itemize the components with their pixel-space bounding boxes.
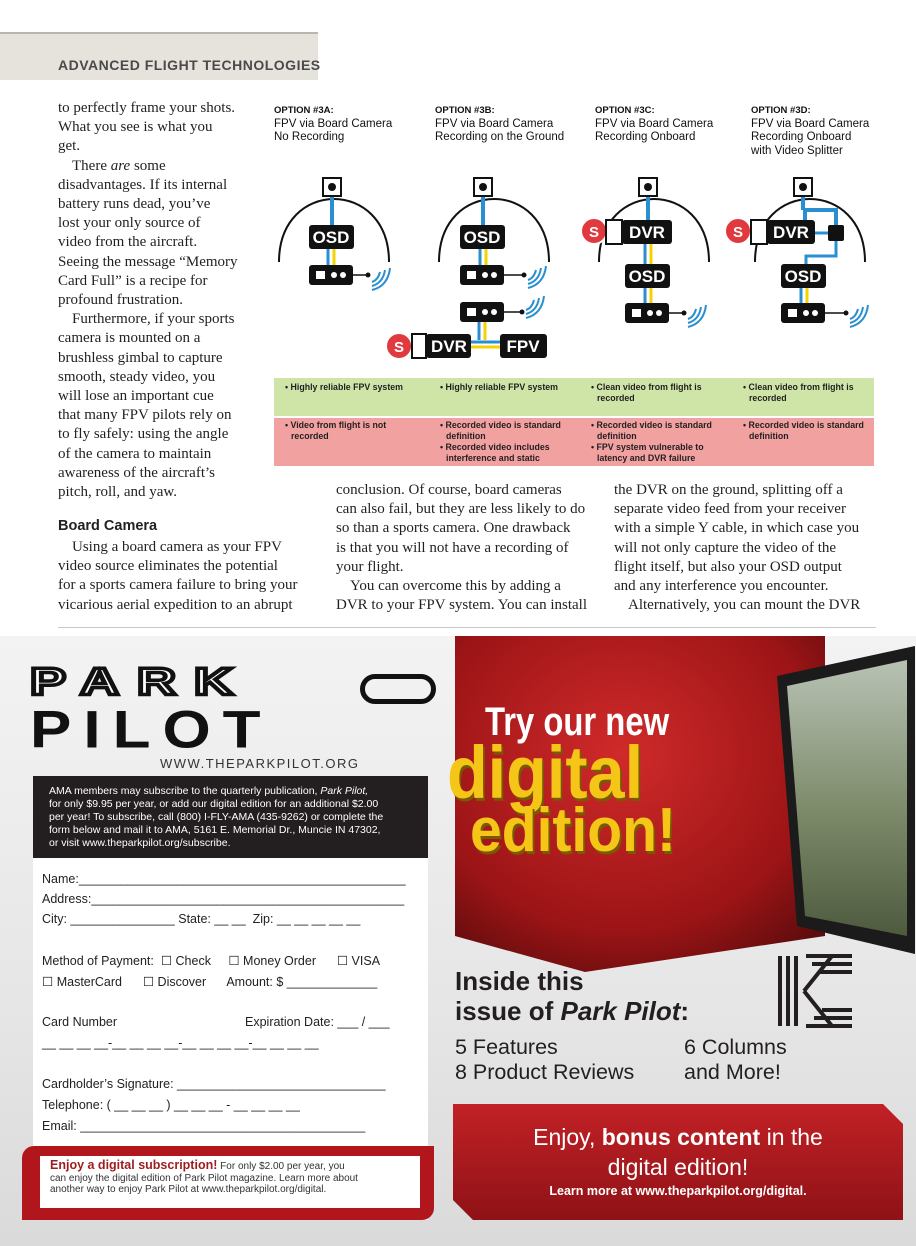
digital-line: can enjoy the digital edition of Park Pilot magazine. Learn more about <box>50 1172 358 1184</box>
park-pilot-url: WWW.THEPARKPILOT.ORG <box>160 756 360 771</box>
cons-cell <box>743 420 873 442</box>
signature-field[interactable]: Cardholder’s Signature: ______________________________ <box>42 1077 386 1091</box>
text-line: pitch, roll, and yaw. <box>58 484 177 501</box>
inside-list-right <box>684 1035 787 1085</box>
article-column-1-bottom <box>58 538 318 615</box>
and-more: and More! <box>684 1060 781 1084</box>
text-line: to fly safely: using the angle <box>58 426 229 443</box>
cons-cell <box>285 420 430 442</box>
text-line: the DVR on the ground, splitting off a <box>614 482 843 498</box>
cell-line: • Recorded video is standard <box>591 420 712 430</box>
option-line: Recording on the Ground <box>435 131 565 143</box>
email-field[interactable]: Email: _________________________________________ <box>42 1119 366 1133</box>
digital-subscription-box <box>40 1156 420 1208</box>
cell-line: • Video from flight is not <box>285 420 387 430</box>
check-checkbox[interactable]: ☐ <box>160 954 173 968</box>
option-line: FPV via Board Camera <box>274 117 393 130</box>
bonus-content-text <box>453 1122 903 1200</box>
subhead-board-camera: Board Camera <box>58 518 158 534</box>
article-column-1 <box>58 99 258 502</box>
cell-line: • Clean video from flight is <box>591 382 702 392</box>
article-column-3 <box>614 481 876 615</box>
text-line: There are some <box>72 157 166 174</box>
text-line: video from the aircraft. <box>58 234 198 251</box>
logo-pilot: PILOT <box>30 700 273 760</box>
payment-method-row: Method of Payment: ☐ Check ☐ Money Order ☐ VISA <box>42 954 381 968</box>
text-line: What you see is what you <box>58 119 213 136</box>
ad-edition-headline: edition! <box>470 796 676 865</box>
text-line: Card Full” is a recipe for <box>58 272 208 289</box>
cell-line: definition <box>446 431 486 441</box>
cell-line: • Highly reliable FPV system <box>285 382 403 392</box>
text-line: Using a board camera as your FPV <box>72 539 282 555</box>
dvr-tag: DVR <box>629 223 665 242</box>
text-line: is that you will not have a recording of <box>336 539 569 556</box>
cell-line: recorded <box>291 431 329 441</box>
text-line: battery runs dead, you’ve <box>58 196 211 213</box>
text-line: conclusion. Of course, board cameras <box>336 482 562 498</box>
text-line: smooth, steady video, you <box>58 368 216 385</box>
cell-line: • Highly reliable FPV system <box>440 382 558 392</box>
text-line: get. <box>58 138 81 155</box>
cell-line: recorded <box>597 393 635 403</box>
bottom-rule <box>58 627 876 628</box>
dvr-tag: DVR <box>431 337 467 356</box>
visa-checkbox[interactable]: ☐ <box>336 954 349 968</box>
payment-method-row-2: ☐ MasterCard ☐ Discover Amount: $ _____________ <box>42 975 378 989</box>
option-line: Recording Onboard <box>751 131 852 143</box>
cell-line: definition <box>749 431 789 441</box>
text-line: vicarious aerial expedition to an abrupt <box>58 596 293 613</box>
mastercard-checkbox[interactable]: ☐ <box>42 975 54 989</box>
record-badge: S <box>393 339 405 356</box>
text-line: to perfectly frame your shots. <box>58 100 236 116</box>
address-field[interactable]: Address:_____________________________________________ <box>42 892 405 906</box>
dvr-tag: DVR <box>773 223 809 242</box>
osd-tag: OSD <box>463 228 501 247</box>
option-line: FPV via Board Camera <box>751 117 870 130</box>
inside-issue-heading <box>455 966 689 1026</box>
option-label: OPTION #3C: <box>595 105 655 116</box>
option-line: with Video Splitter <box>751 144 843 157</box>
option-label: OPTION #3B: <box>435 105 495 116</box>
text-line: lost your only source of <box>58 215 201 232</box>
fpv-diagram <box>270 160 876 370</box>
k-logo-icon <box>776 952 856 1030</box>
text-line: flight itself, but also your OSD output <box>614 558 842 575</box>
bonus-line-1: Enjoy, bonus content in the <box>533 1124 823 1150</box>
fpv-tag: FPV <box>506 337 540 356</box>
option-label: OPTION #3D: <box>751 105 811 116</box>
money-order-checkbox[interactable]: ☐ <box>228 954 240 968</box>
cell-line: • Recorded video is standard <box>440 420 561 430</box>
expiration-field[interactable]: Expiration Date: ___ / ___ <box>245 1015 390 1029</box>
info-line: AMA members may subscribe to the quarterly publication, Park Pilot, <box>49 785 369 797</box>
inside-line-2: issue of Park Pilot: <box>455 996 690 1026</box>
option-line: Recording Onboard <box>595 131 696 143</box>
reviews-count: 8 Product Reviews <box>455 1060 635 1084</box>
name-field[interactable]: Name:_______________________________________________ <box>42 872 406 886</box>
option-3d-title <box>751 104 869 158</box>
cons-cell <box>591 420 741 464</box>
logo-park: PARK <box>30 660 252 703</box>
cell-line: interference and static <box>446 453 540 463</box>
bonus-line-2: digital edition! <box>607 1154 749 1180</box>
cell-line: • FPV system vulnerable to <box>591 442 704 452</box>
option-3c-drawing <box>581 178 709 327</box>
ad-try-headline: Try our new <box>485 700 670 744</box>
pros-cell <box>285 382 430 393</box>
info-line: or visit www.theparkpilot.org/subscribe. <box>49 837 231 849</box>
option-line: No Recording <box>274 131 345 143</box>
text-line: camera is mounted on a <box>58 330 201 347</box>
pros-cell <box>591 382 741 404</box>
park-pilot-logo <box>30 660 440 762</box>
text-line: disadvantages. If its internal <box>58 176 228 193</box>
section-header: ADVANCED FLIGHT TECHNOLOGIES <box>58 57 321 73</box>
bonus-learn-link[interactable]: Learn more at www.theparkpilot.org/digital. <box>549 1184 807 1198</box>
info-line: form below and mail it to AMA, 5161 E. Memorial Dr., Muncie IN 47302, <box>49 824 381 836</box>
text-line: brushless gimbal to capture <box>58 349 223 366</box>
record-badge: S <box>588 224 600 241</box>
option-3a-drawing <box>279 178 390 290</box>
city-state-zip-field[interactable]: City: _______________ State: __ __ Zip: __ __ __ __ __ <box>42 912 361 926</box>
article-column-2 <box>336 481 598 615</box>
section-header-rule <box>0 32 318 34</box>
text-line: will lose an important cue <box>58 388 214 405</box>
text-line: separate video feed from your receiver <box>614 501 846 518</box>
info-line: for only $9.95 per year, or add our digital edition for an additional $2.00 <box>49 798 379 810</box>
cell-line: latency and DVR failure <box>597 453 696 463</box>
text-line: You can overcome this by adding a <box>350 578 561 595</box>
pros-cell <box>743 382 873 404</box>
option-3c-title <box>595 104 713 145</box>
record-badge: S <box>732 224 744 241</box>
text-line: Seeing the message “Memory <box>58 253 238 270</box>
option-line: FPV via Board Camera <box>435 117 554 130</box>
text-line: video source eliminates the potential <box>58 558 278 575</box>
columns-count: 6 Columns <box>684 1035 787 1059</box>
text-line: awareness of the aircraft’s <box>58 464 216 481</box>
osd-tag: OSD <box>784 267 822 286</box>
telephone-field[interactable]: Telephone: ( __ __ __ ) __ __ __ - __ __ __ __ <box>42 1098 300 1112</box>
option-label: OPTION #3A: <box>274 105 334 116</box>
pros-cell <box>440 382 590 393</box>
text-line: Furthermore, if your sports <box>72 311 235 328</box>
features-count: 5 Features <box>455 1035 558 1059</box>
info-line: per year! To subscribe, call (800) I-FLY-AMA (435-9262) or complete the <box>49 811 384 823</box>
text-line: and any interference you encounter. <box>614 578 829 595</box>
text-line: for a sports camera failure to bring your <box>58 577 298 594</box>
cell-line: recorded <box>749 393 787 403</box>
airplane-icon <box>360 674 436 704</box>
text-line: that many FPV pilots rely on <box>58 407 232 424</box>
text-line: with a simple Y cable, in which case you <box>614 520 860 537</box>
text-line: DVR to your FPV system. You can install <box>336 597 588 614</box>
cell-line: • Recorded video is standard <box>743 420 864 430</box>
cell-line: definition <box>597 431 637 441</box>
text-line: Alternatively, you can mount the DVR <box>628 597 861 614</box>
subscribe-info-box <box>33 776 428 858</box>
cell-line: • Clean video from flight is <box>743 382 854 392</box>
text-line: of the camera to maintain <box>58 445 212 462</box>
text-line: profound frustration. <box>58 292 183 309</box>
cell-line: • Recorded video includes <box>440 442 550 452</box>
osd-tag: OSD <box>312 228 350 247</box>
text-line: can also fail, but they are less likely to do <box>336 501 586 518</box>
card-number-field[interactable]: __ __ __ __-__ __ __ __-__ __ __ __-__ __ __ __ <box>42 1036 319 1050</box>
digital-line: another way to enjoy Park Pilot at www.theparkpilot.org/digital. <box>50 1184 327 1195</box>
option-3d-drawing <box>725 178 868 327</box>
osd-tag: OSD <box>628 267 666 286</box>
text-line: will not only capture the video of the <box>614 539 837 556</box>
digital-line: Enjoy a digital subscription! For only $2.00 per year, you <box>50 1158 345 1172</box>
option-3b-drawing <box>386 178 549 359</box>
ad-digital-headline: digital <box>447 731 644 814</box>
text-line: your flight. <box>336 558 404 575</box>
cons-cell <box>440 420 590 464</box>
text-line: so than a sports camera. One drawback <box>336 520 571 537</box>
option-3b-title <box>435 104 564 145</box>
inside-line-1: Inside this <box>455 966 584 996</box>
option-3a-title <box>274 104 392 145</box>
discover-checkbox[interactable]: ☐ <box>142 975 155 989</box>
option-line: FPV via Board Camera <box>595 117 714 130</box>
card-number-label: Card Number <box>42 1015 118 1029</box>
inside-list-left <box>455 1035 634 1085</box>
